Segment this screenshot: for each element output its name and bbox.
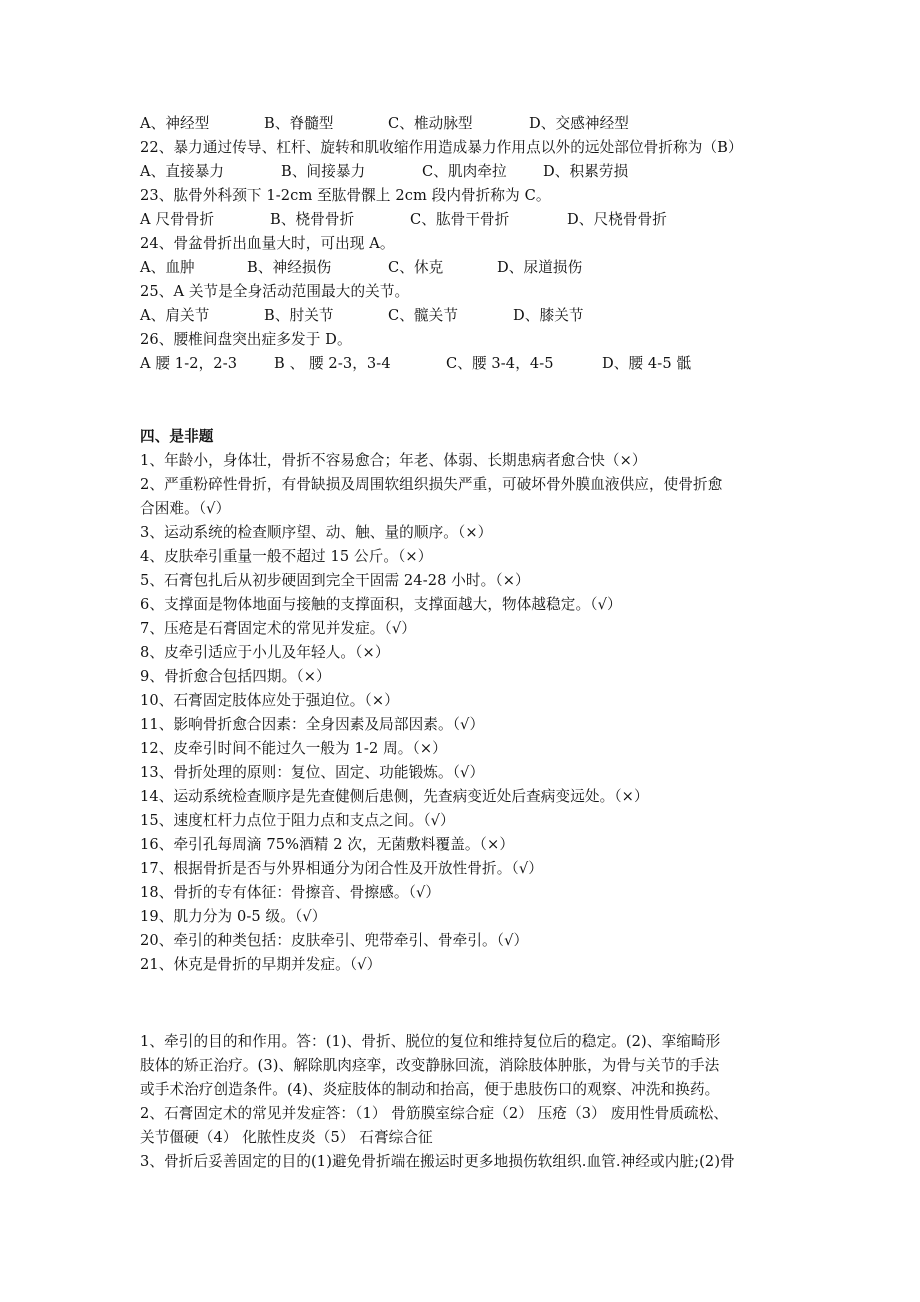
option-c: C、椎动脉型 [388,115,473,132]
option-d: D、腰 4-5 骶 [602,355,692,372]
option-d: D、积累劳损 [543,163,629,180]
option-d: D、尺桡骨骨折 [567,211,667,228]
option-a: A 腰 1-2，2-3 [140,355,238,372]
option-a: A、肩关节 [140,307,210,324]
tf-item-16: 16、牵引孔每周滴 75%酒精 2 次，无菌敷料覆盖。（×） [140,836,515,853]
tf-item-2-cont: 合困难。（√） [140,500,231,517]
tf-item-19: 19、肌力分为 0-5 级。（√） [140,908,327,925]
tf-item-8: 8、皮牵引适应于小儿及年轻人。（×） [140,644,390,661]
question-23-options [140,208,667,232]
option-d: D、交感神经型 [529,115,629,132]
tf-item-13: 13、骨折处理的原则：复位、固定、功能锻炼。（√） [140,764,485,781]
short-answer-line-5: 关节僵硬（4） 化脓性皮炎（5） 石膏综合征 [140,1129,433,1146]
question-24-options [140,256,582,280]
option-b: B、桡骨骨折 [270,211,355,228]
option-d: D、尿道损伤 [497,259,583,276]
tf-item-21: 21、休克是骨折的早期并发症。（√） [140,956,382,973]
option-b: B、神经损伤 [247,259,332,276]
tf-item-11: 11、影响骨折愈合因素：全身因素及局部因素。（√） [140,716,485,733]
option-c: C、髋关节 [388,307,459,324]
option-b: B、脊髓型 [264,115,334,132]
tf-item-4: 4、皮肤牵引重量一般不超过 15 公斤。（×） [140,548,433,565]
short-answer-line-6: 3、骨折后妥善固定的目的(1)避免骨折端在搬运时更多地损伤软组织.血管.神经或内脏;(2)骨 [140,1153,735,1170]
option-b: B、间接暴力 [281,163,366,180]
tf-item-3: 3、运动系统的检查顺序望、动、触、量的顺序。（×） [140,524,493,541]
option-d: D、膝关节 [513,307,584,324]
tf-item-2: 2、严重粉碎性骨折，有骨缺损及周围软组织损失严重，可破坏骨外膜血液供应，使骨折愈 [140,476,723,493]
short-answer-line-2: 肢体的矫正治疗。(3)、解除肌肉痉挛，改变静脉回流，消除肢体肿胀，为骨与关节的手法 [140,1057,720,1074]
option-b: B、肘关节 [264,307,334,324]
option-c: C、肌肉牵拉 [422,163,507,180]
option-c: C、腰 3-4，4-5 [446,355,554,372]
tf-item-12: 12、皮牵引时间不能过久一般为 1-2 周。（×） [140,740,447,757]
question-26-stem: 26、腰椎间盘突出症多发于 D。 [140,331,352,348]
question-24-stem: 24、骨盆骨折出血量大时，可出现 A。 [140,235,395,252]
question-23-stem: 23、肱骨外科颈下 1-2cm 至肱骨髁上 2cm 段内骨折称为 C。 [140,187,551,204]
short-answer-line-3: 或手术治疗创造条件。(4)、炎症肢体的制动和抬高，便于患肢伤口的观察、冲洗和换药。 [140,1081,720,1098]
tf-item-18: 18、骨折的专有体征：骨擦音、骨擦感。（√） [140,884,441,901]
option-c: C、肱骨干骨折 [410,211,510,228]
option-a: A、神经型 [140,115,210,132]
tf-item-20: 20、牵引的种类包括：皮肤牵引、兜带牵引、骨牵引。（√） [140,932,529,949]
option-a: A 尺骨骨折 [140,211,215,228]
question-25-options [140,304,584,328]
question-26-options [140,352,691,376]
section-heading-true-false: 四、是非题 [140,428,214,445]
tf-item-1: 1、年龄小，身体壮，骨折不容易愈合；年老、体弱、长期患病者愈合快（×） [140,452,647,469]
tf-item-15: 15、速度杠杆力点位于阻力点和支点之间。（√） [140,812,455,829]
option-c: C、休克 [388,259,444,276]
question-21-options [140,112,629,136]
tf-item-17: 17、根据骨折是否与外界相通分为闭合性及开放性骨折。（√） [140,860,543,877]
question-22-options [140,160,628,184]
tf-item-7: 7、压疮是石膏固定术的常见并发症。（√） [140,620,416,637]
tf-item-9: 9、骨折愈合包括四期。（×） [140,668,331,685]
question-25-stem: 25、A 关节是全身活动范围最大的关节。 [140,283,410,300]
question-22-stem: 22、暴力通过传导、杠杆、旋转和肌收缩作用造成暴力作用点以外的远处部位骨折称为（B） [140,139,743,156]
tf-item-6: 6、支撑面是物体地面与接触的支撑面积，支撑面越大，物体越稳定。（√） [140,596,622,613]
short-answer-line-1: 1、牵引的目的和作用。答：(1)、骨折、脱位的复位和维持复位后的稳定。(2)、挛缩畸形 [140,1033,721,1050]
option-b: B 、 腰 2-3，3-4 [274,355,391,372]
option-a: A、血肿 [140,259,195,276]
option-a: A、直接暴力 [140,163,225,180]
tf-item-14: 14、运动系统检查顺序是先查健侧后患侧，先查病变近处后查病变远处。（×） [140,788,649,805]
short-answer-line-4: 2、石膏固定术的常见并发症答：（1） 骨筋膜室综合症（2） 压疮（3） 废用性骨质疏松、 [140,1105,729,1122]
tf-item-10: 10、石膏固定肢体应处于强迫位。（×） [140,692,399,709]
tf-item-5: 5、石膏包扎后从初步硬固到完全干固需 24-28 小时。（×） [140,572,530,589]
